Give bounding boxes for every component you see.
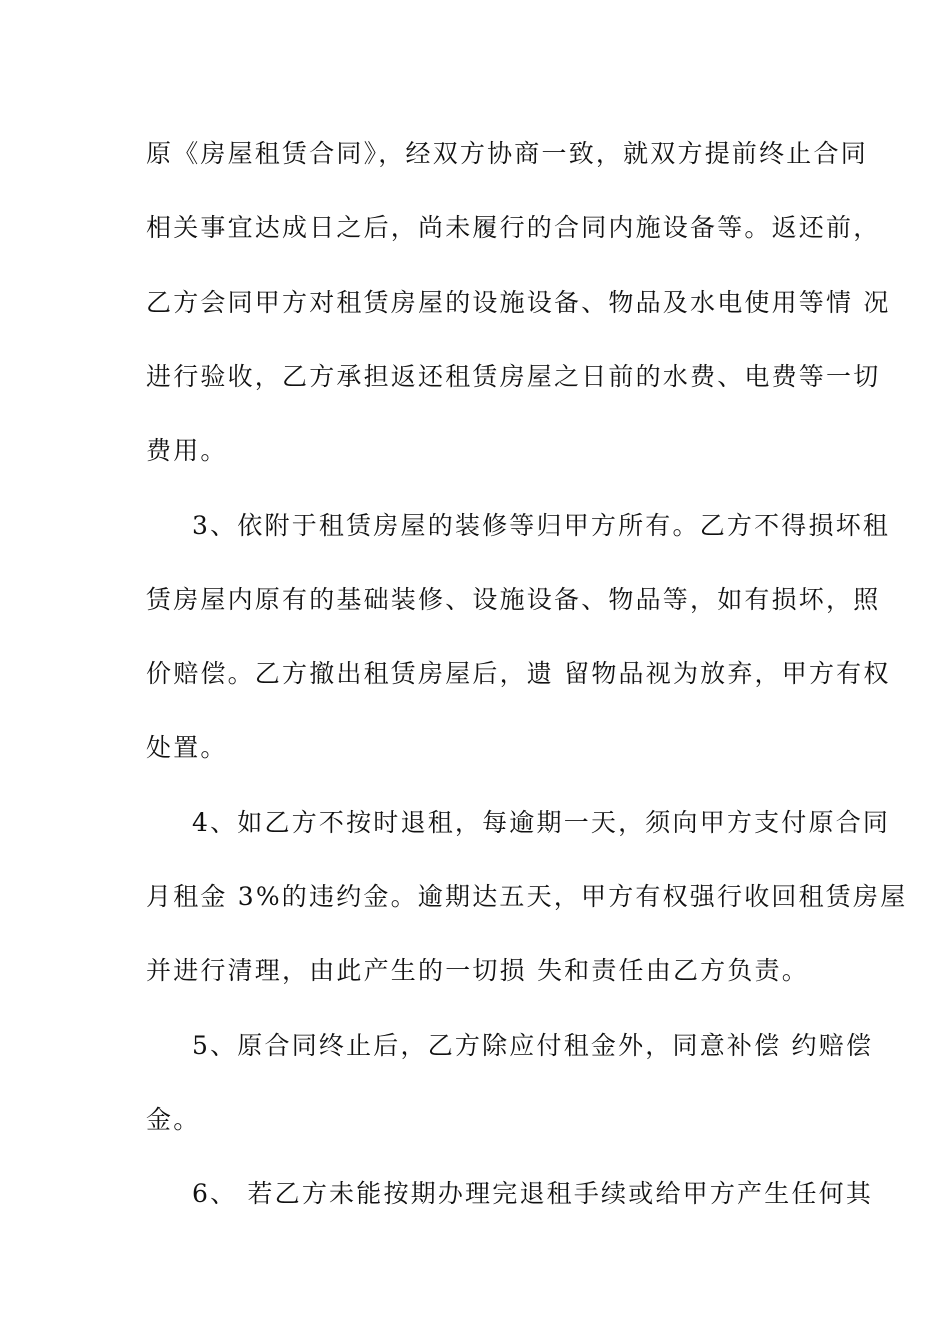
paragraph-3-line-3: 价赔偿。乙方撤出租赁房屋后，遗 留物品视为放弃，甲方有权 bbox=[146, 659, 891, 688]
paragraph-5-line-1: 5、原合同终止后，乙方除应付租金外，同意补偿 约赔偿 bbox=[192, 1031, 874, 1060]
text-line-3: 乙方会同甲方对租赁房屋的设施设备、物品及水电使用等情 况 bbox=[146, 288, 891, 317]
paragraph-6-line-1: 6、 若乙方未能按期办理完退租手续或给甲方产生任何其 bbox=[192, 1179, 874, 1208]
text-line-2: 相关事宜达成日之后，尚未履行的合同内施设备等。返还前， bbox=[146, 213, 881, 242]
paragraph-4-line-1: 4、如乙方不按时退租，每逾期一天，须向甲方支付原合同 bbox=[192, 808, 891, 837]
paragraph-4-line-2: 月租金 3%的违约金。逾期达五天，甲方有权强行收回租赁房屋 bbox=[146, 882, 908, 911]
text-line-5: 费用。 bbox=[146, 436, 228, 465]
paragraph-4-line-3: 并进行清理，由此产生的一切损 失和责任由乙方负责。 bbox=[146, 956, 809, 985]
paragraph-3-line-1: 3、依附于租赁房屋的装修等归甲方所有。乙方不得损坏租 bbox=[192, 511, 891, 540]
paragraph-3-line-2: 赁房屋内原有的基础装修、设施设备、物品等，如有损坏，照 bbox=[146, 585, 881, 614]
paragraph-3-line-4: 处置。 bbox=[146, 733, 228, 762]
paragraph-5-line-2: 金。 bbox=[146, 1105, 201, 1134]
text-line-1: 原《房屋租赁合同》，经双方协商一致，就双方提前终止合同 bbox=[146, 139, 868, 168]
text-line-4: 进行验收，乙方承担返还租赁房屋之日前的水费、电费等一切 bbox=[146, 362, 881, 391]
